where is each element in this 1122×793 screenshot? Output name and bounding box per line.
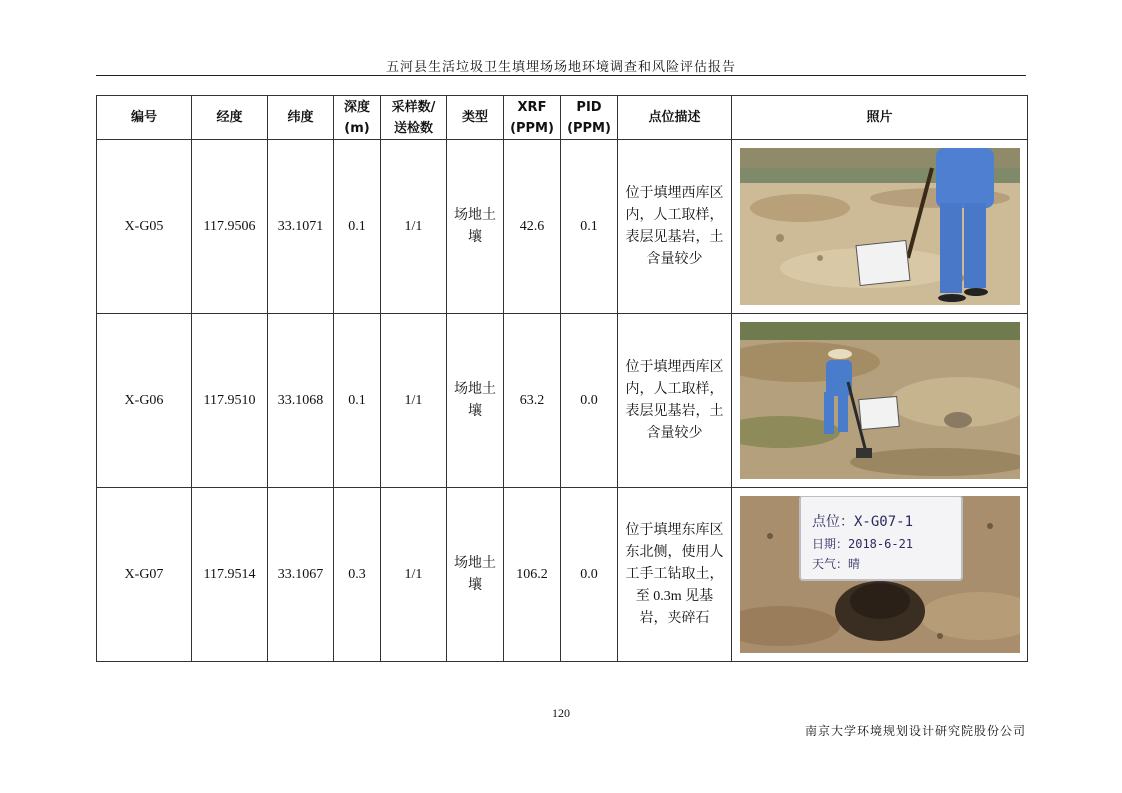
table-row <box>97 314 1028 488</box>
board-text-line: 日期：2018-6-21 <box>811 537 913 551</box>
col-header-pid-line2: (PPM) <box>567 120 611 136</box>
desc-line: 岩，夹碎石 <box>639 610 710 626</box>
col-header-samples-line2: 送检数 <box>393 120 433 136</box>
col-header-pid-line1: PID <box>576 99 602 115</box>
footer-organization: 南京大学环境规划设计研究院股份公司 <box>804 724 1026 738</box>
cell-photo <box>732 488 1028 662</box>
cell-description <box>618 488 732 662</box>
col-header-pid <box>561 96 618 140</box>
desc-line: 含量较少 <box>646 251 703 267</box>
cell-id: X-G07 <box>97 488 192 662</box>
cell-latitude: 33.1067 <box>268 488 334 662</box>
col-header-xrf <box>504 96 561 140</box>
table-row <box>97 140 1028 314</box>
desc-line: 工手工钻取土， <box>625 566 724 582</box>
col-header-depth-line2: (m) <box>344 120 370 136</box>
cell-type-line1: 场地土 <box>454 555 496 571</box>
cell-type-line1: 场地土 <box>454 207 496 223</box>
cell-depth: 0.1 <box>334 140 381 314</box>
cell-photo <box>732 314 1028 488</box>
cell-longitude: 117.9506 <box>192 140 268 314</box>
cell-samples: 1/1 <box>381 488 447 662</box>
sampling-table <box>96 95 1028 662</box>
desc-line: 至 0.3m 见基 <box>635 588 714 604</box>
desc-line: 内，人工取样， <box>625 207 724 223</box>
page-header-title: 五河县生活垃圾卫生填埋场场地环境调查和风险评估报告 <box>385 60 736 75</box>
table-header-row <box>97 96 1028 140</box>
cell-type-line2: 壤 <box>468 403 482 419</box>
desc-line: 位于填埋西库区 <box>625 185 724 201</box>
cell-samples: 1/1 <box>381 314 447 488</box>
header-divider <box>96 75 1026 76</box>
table-row <box>97 488 1028 662</box>
cell-pid: 0.0 <box>561 314 618 488</box>
cell-xrf: 42.6 <box>504 140 561 314</box>
col-header-xrf-line1: XRF <box>517 99 547 115</box>
cell-depth: 0.3 <box>334 488 381 662</box>
cell-longitude: 117.9510 <box>192 314 268 488</box>
col-header-depth <box>334 96 381 140</box>
cell-xrf: 63.2 <box>504 314 561 488</box>
board-text-line: 点位：X-G07-1 <box>811 514 913 530</box>
cell-samples: 1/1 <box>381 140 447 314</box>
cell-longitude: 117.9514 <box>192 488 268 662</box>
site-photo-sample-board <box>740 496 1020 653</box>
desc-line: 位于填埋西库区 <box>625 359 724 375</box>
cell-type <box>447 488 504 662</box>
cell-xrf: 106.2 <box>504 488 561 662</box>
cell-type-line2: 壤 <box>468 577 482 593</box>
site-photo-worker-sampling <box>740 322 1020 479</box>
board-text-line: 天气：晴 <box>811 557 860 571</box>
cell-photo <box>732 140 1028 314</box>
cell-description <box>618 314 732 488</box>
cell-depth: 0.1 <box>334 314 381 488</box>
cell-type <box>447 140 504 314</box>
cell-type <box>447 314 504 488</box>
cell-latitude: 33.1068 <box>268 314 334 488</box>
cell-id: X-G05 <box>97 140 192 314</box>
col-header-xrf-line2: (PPM) <box>510 120 554 136</box>
col-header-samples <box>381 96 447 140</box>
cell-latitude: 33.1071 <box>268 140 334 314</box>
cell-type-line1: 场地土 <box>454 381 496 397</box>
desc-line: 表层见基岩，土 <box>625 403 724 419</box>
desc-line: 内，人工取样， <box>625 381 724 397</box>
col-header-latitude: 纬度 <box>268 96 334 140</box>
desc-line: 东北侧，使用人 <box>625 544 724 560</box>
site-photo-worker-with-shovel <box>740 148 1020 305</box>
page-number: 120 <box>552 706 570 720</box>
col-header-type: 类型 <box>447 96 504 140</box>
col-header-samples-line1: 采样数/ <box>391 99 436 115</box>
cell-description <box>618 140 732 314</box>
desc-line: 位于填埋东库区 <box>625 522 724 538</box>
col-header-id: 编号 <box>97 96 192 140</box>
cell-type-line2: 壤 <box>468 229 482 245</box>
col-header-photo: 照片 <box>732 96 1028 140</box>
desc-line: 表层见基岩，土 <box>625 229 724 245</box>
cell-id: X-G06 <box>97 314 192 488</box>
cell-pid: 0.1 <box>561 140 618 314</box>
col-header-description: 点位描述 <box>618 96 732 140</box>
cell-pid: 0.0 <box>561 488 618 662</box>
desc-line: 含量较少 <box>646 425 703 441</box>
col-header-longitude: 经度 <box>192 96 268 140</box>
col-header-depth-line1: 深度 <box>343 99 370 115</box>
